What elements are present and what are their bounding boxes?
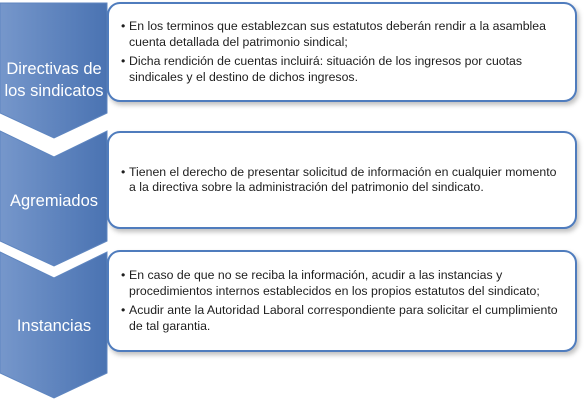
step-label-directivas [0, 50, 108, 110]
bullet-item: • En los terminos que establezcan sus estatutos deberán rendir a la asamblea cuenta detallada del patrimonio sindical; [121, 19, 566, 50]
step-label-line: Instancias [16, 317, 92, 335]
step-label-line: Directivas de [6, 60, 102, 78]
step-label-instancias [0, 313, 108, 339]
step-label-line: Agremiados [9, 192, 99, 210]
step-label-line: los sindicatos [4, 82, 104, 100]
bullet-item: • Acudir ante la Autoridad Laboral correspondiente para solicitar el cumplimiento de tal garantia. [121, 303, 566, 334]
bullet-item: • Dicha rendición de cuentas incluirá: situación de los ingresos por cuotas sindicales y el destino de dichos ingresos. [121, 54, 566, 85]
bullet-item: • Tienen el derecho de presentar solicitud de información en cualquier momento a la directiva sobre la administración del patrimonio del sindicato. [121, 165, 566, 196]
box-agremiados [108, 134, 576, 226]
bullet-item: • En caso de que no se reciba la información, acudir a las instancias y procedimientos internos establecidos en los propios estatutos del sindicato; [121, 268, 566, 299]
box-instancias [108, 253, 576, 349]
box-directivas [108, 5, 576, 99]
step-label-agremiados [0, 188, 108, 214]
